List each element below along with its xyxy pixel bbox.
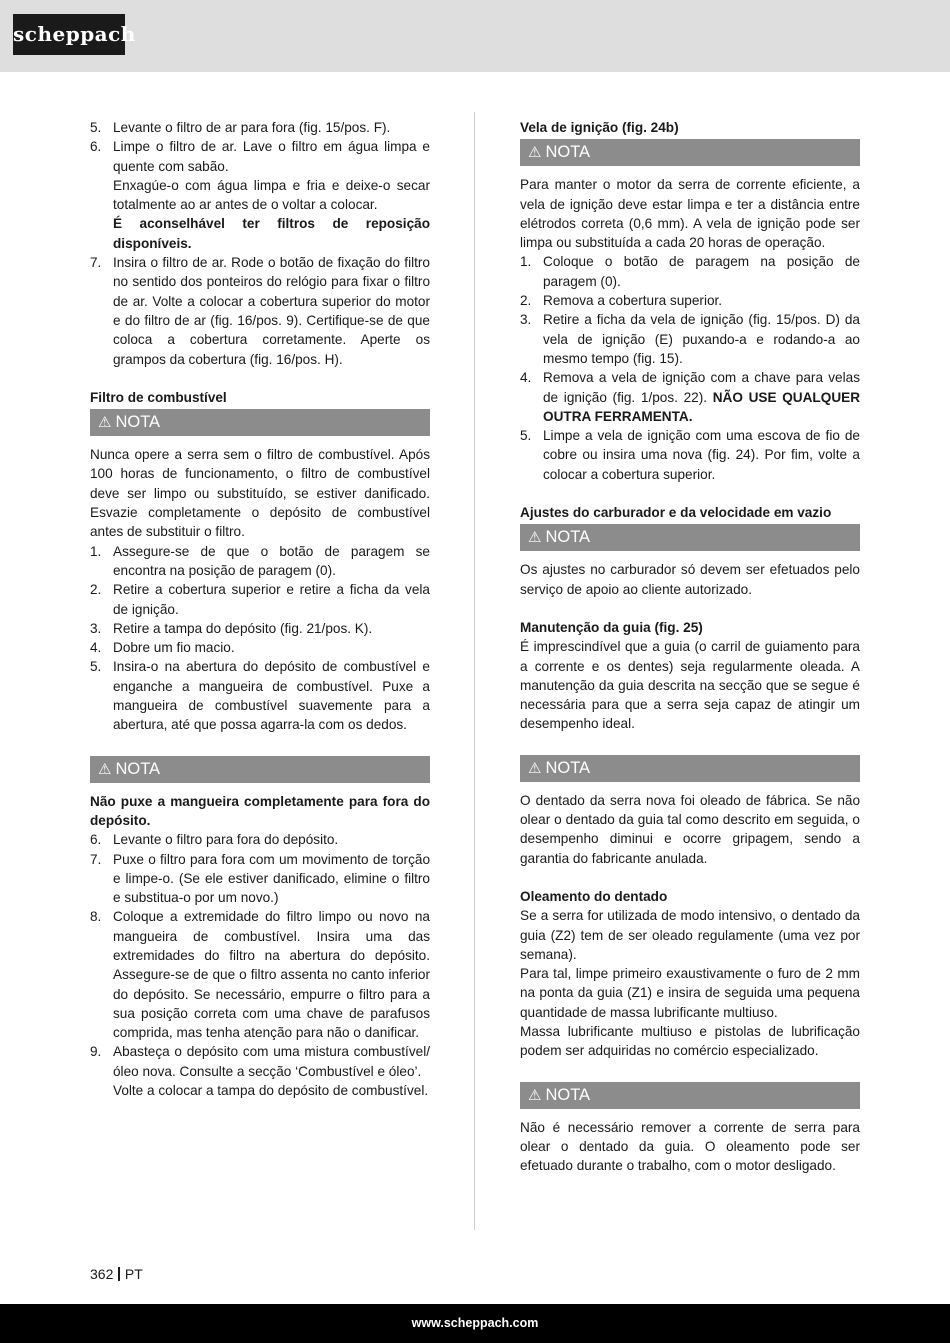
column-divider [474, 112, 475, 1230]
list-item: 4. Remova a vela de ignição com a chave para velas de ignição (fig. 1/pos. 22). NÃO USE QUALQUER OUTRA FERRAMENTA. [520, 370, 861, 424]
paragraph: Não é necessário remover a corrente de serra para olear o dentado da guia. O oleamento pode ser efetuado durante o trabalho, com o motor desligado. [520, 1119, 860, 1174]
nota-banner: ⚠ NOTA [520, 1082, 860, 1109]
warning-triangle-icon: ⚠ [528, 1086, 542, 1104]
nota-banner: ⚠ NOTA [90, 409, 430, 436]
warning-triangle-icon: ⚠ [98, 760, 112, 778]
right-column [520, 118, 860, 1175]
list-item: 7. Puxe o filtro para fora com um movimento de torção e limpe-o. (Se ele estiver danificado, elimine o filtro e substitua-o por um novo.) [90, 851, 430, 906]
list-item: 5. Limpe a vela de ignição com uma escova de fio de cobre ou insira uma nova (fig. 24). Por fim, volte a colocar a cobertura superior. [520, 428, 860, 482]
nota-banner: ⚠ NOTA [520, 524, 860, 551]
list-item: 4. Dobre um fio macio. [90, 640, 235, 656]
warning-triangle-icon: ⚠ [528, 144, 542, 162]
warning-triangle-icon: ⚠ [528, 759, 542, 777]
page-number: 362 PT [90, 1266, 143, 1282]
paragraph: Se a serra for utilizada de modo intensivo, o dentado da guia (Z2) tem de ser oleado regulamente (uma vez por semana). [520, 908, 860, 962]
scheppach-logo: scheppach [13, 14, 125, 55]
paragraph: O dentado da serra nova foi oleado de fábrica. Se não olear o dentado da guia tal como descrito em seguida, o desempenho diminui e ocorre gripagem, sendo a garantia do fabricante anulada. [520, 792, 860, 866]
fuel-filter-steps-continued [90, 830, 430, 1100]
paragraph: Para manter o motor da serra de corrente eficiente, a vela de ignição deve estar limpa e ter a distância entre elétrodos correta (0,6 mm). A vela de ignição pode ser limpa ou substituída a cada 20 horas de operação. [520, 177, 860, 251]
warning-triangle-icon: ⚠ [98, 414, 112, 432]
list-item: 3. Retire a tampa do depósito (fig. 21/pos. K). [90, 620, 373, 636]
left-column [90, 118, 430, 1100]
paragraph: Para tal, limpe primeiro exaustivamente o furo de 2 mm na ponta da guia (Z1) e insira de seguida uma pequena quantidade de massa lubrificante multiuso. [520, 966, 860, 1020]
list-item: 5. Levante o filtro de ar para fora (fig. 15/pos. F). [90, 120, 391, 135]
bold-notice: Não puxe a mangueira completamente para fora do depósito. [90, 793, 430, 828]
page-header [0, 0, 950, 72]
spark-plug-steps [520, 252, 860, 484]
section-heading: Ajustes do carburador e da velocidade em vazio [520, 505, 832, 521]
paragraph: Os ajustes no carburador só devem ser efetuados pelo serviço de apoio ao cliente autorizado. [520, 562, 860, 597]
section-heading: Filtro de combustível [90, 389, 227, 405]
nota-banner: ⚠ NOTA [90, 756, 430, 783]
list-item: 6. Limpe o filtro de ar. Lave o filtro em água limpa e quente com sabão. Enxagúe-o com água limpa e fria e deixe-o secar totalmente ao ar antes de o voltar a colocar. É aconselhável ter filtros de reposição disponíveis. [90, 139, 430, 251]
paragraph: Nunca opere a serra sem o filtro de combustível. Após 100 horas de funcionamento, o filtro de combustível deve ser limpo ou substituído, se estiver danificado. Esvazie completamente o depósito de combustível antes de substituir o filtro. [90, 447, 430, 540]
paragraph: É imprescindível que a guia (o carril de guiamento para a corrente e os dentes) seja regularmente oleada. A manutenção da guia descrita na secção que se segue é necessária para que a serra seja capaz de atingir um desempenho ideal. [520, 639, 860, 732]
list-item: 2. Remova a cobertura superior. [520, 293, 723, 309]
paragraph: Massa lubrificante multiuso e pistolas de lubrificação podem ser adquiridas no comércio especializado. [520, 1023, 860, 1059]
air-filter-steps [90, 118, 430, 369]
nota-banner: ⚠ NOTA [520, 139, 860, 166]
nota-banner: ⚠ NOTA [520, 755, 860, 782]
list-item: 7. Insira o filtro de ar. Rode o botão de fixação do filtro no sentido dos ponteiros do relógio para fixar o filtro de ar. Volte a colocar a cobertura superior do motor e do filtro de ar (fig. 16/pos. 9). Certifique-se de que coloca a cobertura corretamente. Aperte os grampos da cobertura (fig. 16/pos. H). [90, 255, 430, 367]
list-item: 5. Insira-o na abertura do depósito de combustível e enganche a mangueira de combustível. Puxe a mangueira de combustível suavemente para a abertura, até que possa agarra-la com os dedos. [90, 659, 430, 733]
list-item: 8. Coloque a extremidade do filtro limpo ou novo na mangueira de combustível. Insira uma das extremidades do filtro na abertura do depósito. Assegure-se de que o filtro assenta no canto inferior do depósito. Se necessário, empurre o filtro para a sua posição correta com uma chave de parafusos comprida, mas tenha atenção para não o danificar. [90, 909, 430, 1041]
website-link[interactable]: www.scheppach.com [411, 1316, 539, 1330]
list-item: 3. Retire a ficha da vela de ignição (fig. 15/pos. D) da vela de ignição (E) puxando-a e rodando-a ao mesmo tempo (fig. 15). [520, 312, 860, 366]
page-separator [118, 1267, 120, 1281]
list-item: 9. Abasteça o depósito com uma mistura combustível/óleo nova. Consulte a secção ‘Combustível e óleo’. Volte a colocar a tampa do depósito de combustível. [90, 1044, 430, 1099]
section-heading: Vela de ignição (fig. 24b) [520, 120, 679, 135]
section-heading: Manutenção da guia (fig. 25) [520, 619, 703, 635]
list-item: 2. Retire a cobertura superior e retire a ficha da vela de ignição. [90, 582, 430, 617]
list-item: 1. Coloque o botão de paragem na posição de paragem (0). [520, 254, 860, 289]
list-item: 6. Levante o filtro para fora do depósito. [90, 832, 339, 848]
warning-triangle-icon: ⚠ [528, 529, 542, 547]
list-item: 1. Assegure-se de que o botão de paragem se encontra na posição de paragem (0). [90, 543, 430, 578]
fuel-filter-steps [90, 542, 430, 735]
footer-bar [0, 1304, 950, 1343]
section-heading: Oleamento do dentado [520, 888, 668, 904]
